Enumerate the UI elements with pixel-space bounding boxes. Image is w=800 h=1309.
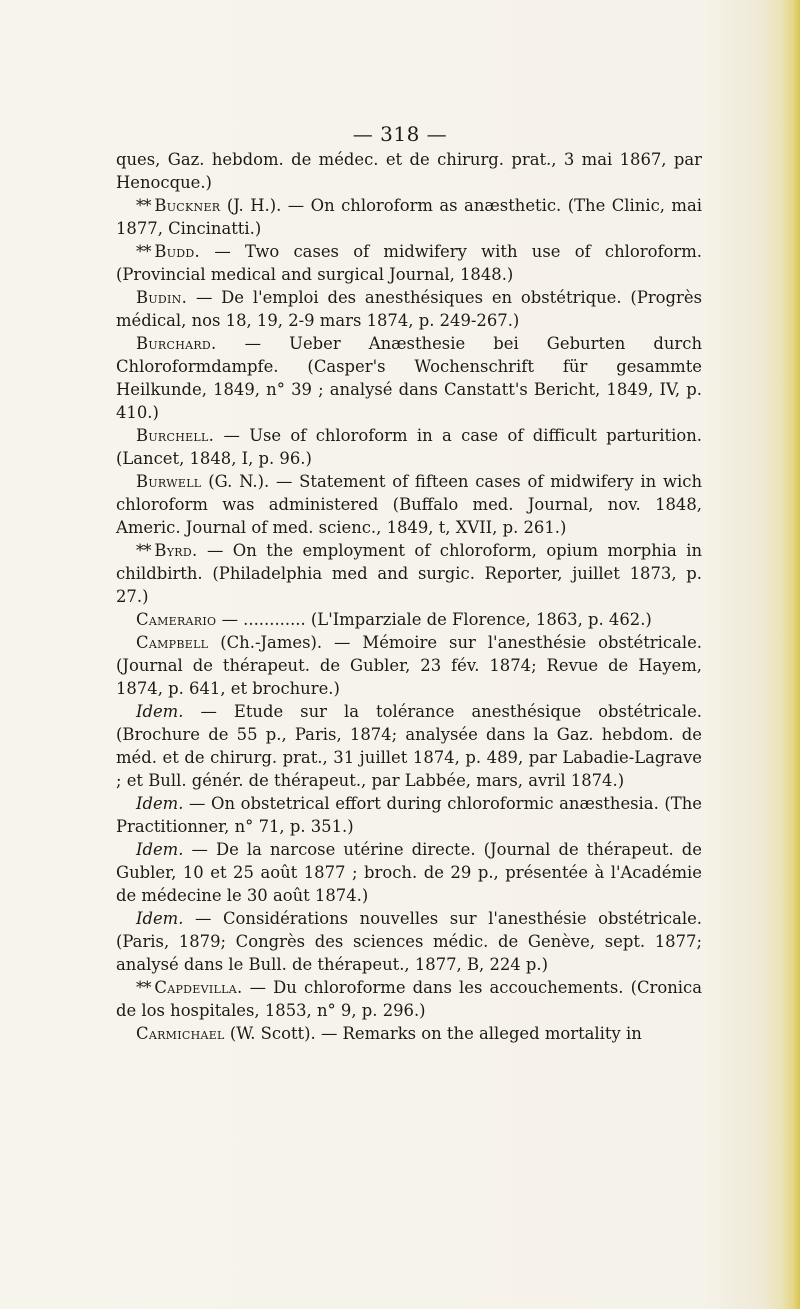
bibliography-entry	[116, 838, 702, 907]
entry-text: (J. H.). — On chloroform as anæsthetic. (The Clinic, mai 1877, Cincinatti.)	[116, 196, 702, 238]
entry-author: Budd.	[154, 242, 201, 261]
entry-author: Buckner	[154, 196, 221, 215]
entry-marker: **	[136, 196, 151, 215]
bibliography-entry	[116, 194, 702, 240]
bibliography-entry	[116, 608, 702, 631]
entry-text: — Two cases of midwifery with use of chloroform. (Provincial medical and surgical Journal, 1848.)	[116, 242, 702, 284]
entry-author: Burchard.	[136, 334, 217, 353]
bibliography-entry	[116, 539, 702, 608]
bibliography-entry	[116, 424, 702, 470]
bibliography-entry	[116, 700, 702, 792]
entry-text: (Ch.-James). — Mémoire sur l'anesthésie obstétricale. (Journal de thérapeut. de Gubler, 23 fév. 1874; Revue de Hayem, 1874, p. 641, et brochure.)	[116, 633, 702, 698]
entry-text: — Etude sur la tolérance anesthésique obstétricale. (Brochure de 55 p., Paris, 1874; analysée dans la Gaz. hebdom. de méd. et de chirurg. prat., 31 juillet 1874, p. 489, par Labadie-Lagrave ; et Bull. génér. de thérapeut., par Labbée, mars, avril 1874.)	[116, 702, 703, 790]
page-number: — 318 —	[352, 122, 448, 146]
bibliography-list	[116, 148, 702, 1045]
entry-idem: Idem.	[136, 840, 184, 859]
bibliography-entry	[116, 1022, 702, 1045]
bibliography-entry	[116, 240, 702, 286]
entry-marker: **	[136, 541, 151, 560]
entry-author: Budin.	[136, 288, 188, 307]
entry-author: Capdevilla.	[154, 978, 243, 997]
bibliography-entry	[116, 907, 702, 976]
entry-text: — Considérations nouvelles sur l'anesthésie obstétricale. (Paris, 1879; Congrès des sciences médic. de Genève, sept. 1877; analysé dans le Bull. de thérapeut., 1877, B, 224 p.)	[116, 909, 702, 974]
bibliography-entry	[116, 332, 702, 424]
entry-marker: **	[136, 242, 151, 261]
entry-text: — ............ (L'Imparziale de Florence, 1863, p. 462.)	[221, 610, 652, 629]
entry-author: Burwell	[136, 472, 202, 491]
entry-text: — De l'emploi des anesthésiques en obstétrique. (Progrès médical, nos 18, 19, 2-9 mars 1874, p. 249-267.)	[116, 288, 702, 330]
entry-text: (G. N.). — Statement of fifteen cases of midwifery in wich chloroform was administered (Buffalo med. Journal, nov. 1848, Americ. Journal of med. scienc., 1849, t, XVII, p. 261.)	[116, 472, 703, 537]
entry-idem: Idem.	[136, 794, 184, 813]
bibliography-entry	[116, 470, 702, 539]
entry-author: Burchell.	[136, 426, 215, 445]
entry-text: — On obstetrical effort during chloroformic anæsthesia. (The Practitionner, n° 71, p. 351.)	[116, 794, 702, 836]
entry-idem: Idem.	[136, 702, 184, 721]
bibliography-entry	[116, 286, 702, 332]
entry-idem: Idem.	[136, 909, 184, 928]
entry-text: (W. Scott). — Remarks on the alleged mortality in	[229, 1024, 642, 1043]
entry-text: — Use of chloroform in a case of difficult parturition. (Lancet, 1848, I, p. 96.)	[116, 426, 702, 468]
entry-text: — De la narcose utérine directe. (Journal de thérapeut. de Gubler, 10 et 25 août 1877 ; broch. de 29 p., présentée à l'Académie de médecine le 30 août 1874.)	[116, 840, 702, 905]
page-edge-tab	[782, 0, 800, 1309]
entry-text: — On the employment of chloroform, opium morphia in childbirth. (Philadelphia med and surgic. Reporter, juillet 1873, p. 27.)	[116, 541, 702, 606]
entry-author: Campbell	[136, 633, 209, 652]
entry-text: — Ueber Anæsthesie bei Geburten durch Chloroformdampfe. (Casper's Wochenschrift für gesammte Heilkunde, 1849, n° 39 ; analysé dans Canstatt's Bericht, 1849, IV, p. 410.)	[116, 334, 702, 422]
entry-author: Byrd.	[154, 541, 198, 560]
bibliography-entry	[116, 148, 702, 194]
bibliography-entry	[116, 792, 702, 838]
bibliography-entry	[116, 631, 702, 700]
entry-text: — Du chloroforme dans les accouchements. (Cronica de los hospitales, 1853, n° 9, p. 296.)	[116, 978, 702, 1020]
entry-author: Camerario	[136, 610, 217, 629]
entry-marker: **	[136, 978, 151, 997]
entry-text: ques, Gaz. hebdom. de médec. et de chirurg. prat., 3 mai 1867, par Henocque.)	[116, 150, 702, 192]
entry-author: Carmichael	[136, 1024, 225, 1043]
bibliography-entry	[116, 976, 702, 1022]
